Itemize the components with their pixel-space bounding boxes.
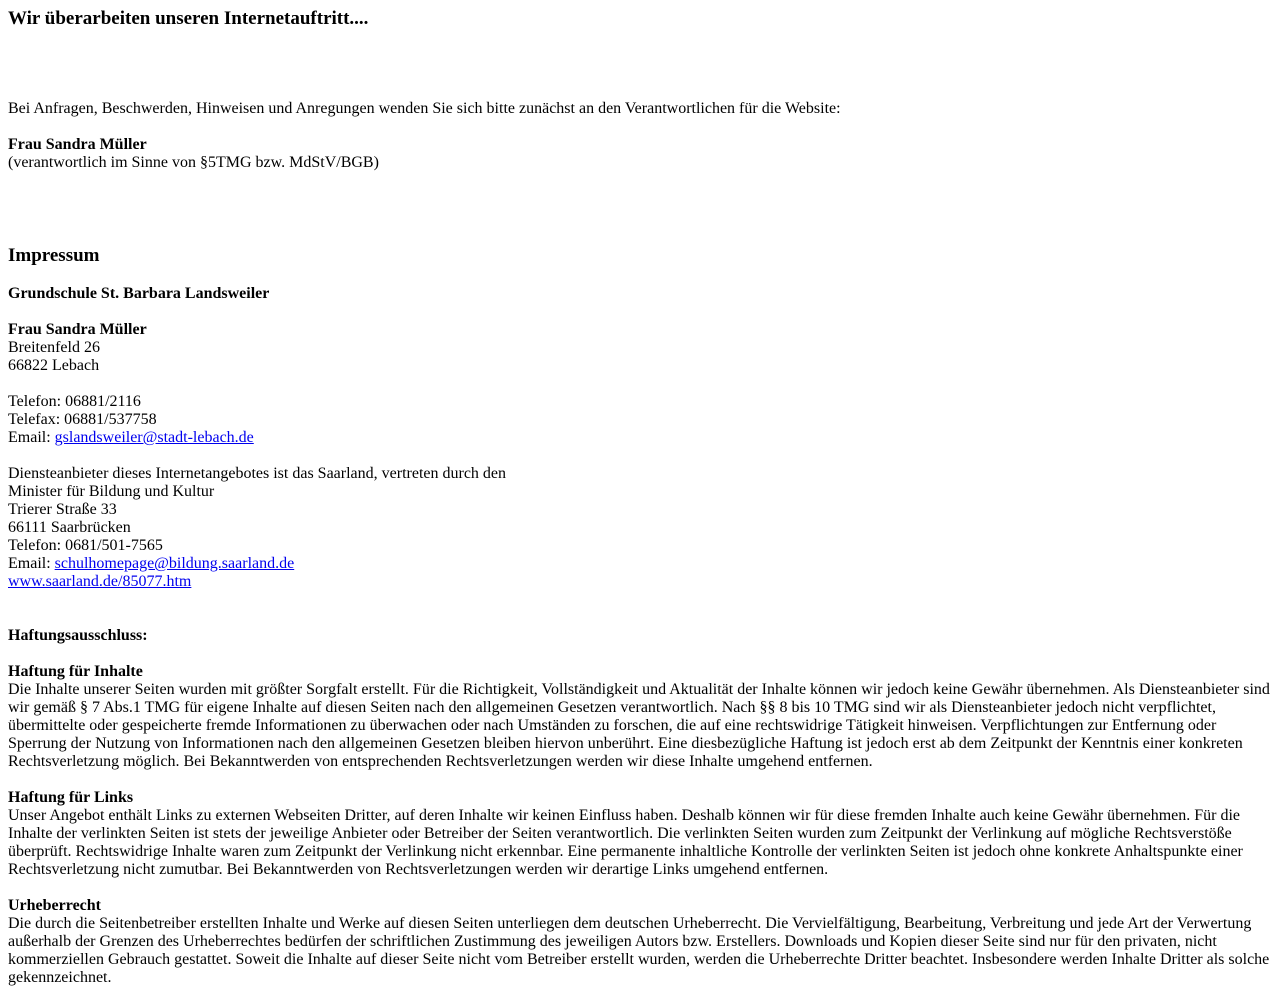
links-liability-text: Unser Angebot enthält Links zu externen Webseiten Dritter, auf deren Inhalte wir keinen Einfluss haben. Deshalb können wir für diese fremden Inhalte auch keine Gewähr übernehmen. Für die Inhalte der verlinkten Seiten ist stets der jeweilige Anbieter oder Betreiber der Seiten verantwortlich. Die verlinkten Seiten wurden zum Zeitpunkt der Verlinkung auf mögliche Rechtsverstöße überprüft. Rechtswidrige Inhalte waren zum Zeitpunkt der Verlinkung nicht erkennbar. Eine permanente inhaltliche Kontrolle der verlinkten Seiten ist jedoch ohne konkrete Anhaltspunkte einer Rechtsverletzung nicht zumutbar. Bei Bekanntwerden von Rechtsverletzungen werden wir derartige Links umgehend entfernen. <box>8 807 1243 878</box>
copyright-title: Urheberrecht <box>8 897 101 914</box>
provider-email-link[interactable]: schulhomepage@bildung.saarland.de <box>54 555 295 572</box>
provider-street: Trierer Straße 33 <box>8 501 117 518</box>
impressum-email-link[interactable]: gslandsweiler@stadt-lebach.de <box>54 429 254 446</box>
impressum-phone: Telefon: 06881/2116 <box>8 393 141 410</box>
content-liability-text: Die Inhalte unserer Seiten wurden mit größter Sorgfalt erstellt. Für die Richtigkeit, Vollständigkeit und Aktualität der Inhalte können wir jedoch keine Gewähr übernehmen. Als Diensteanbieter sind wir gemäß § 7 Abs.1 TMG für eigene Inhalte auf diesen Seiten nach den allgemeinen Gesetzen verantwortlich. Nach §§ 8 bis 10 TMG sind wir als Diensteanbieter jedoch nicht verpflichtet, übermittelte oder gespeicherte fremde Informationen zu überwachen oder nach Umständen zu forschen, die auf eine rechtswidrige Tätigkeit hinweisen. Verpflichtungen zur Entfernung oder Sperrung der Nutzung von Informationen nach den allgemeinen Gesetzen bleiben hiervon unberührt. Eine diesbezügliche Haftung ist jedoch erst ab dem Zeitpunkt der Kenntnis einer konkreten Rechtsverletzung möglich. Bei Bekanntwerden von entsprechenden Rechtsverletzungen werden wir diese Inhalte umgehend entfernen. <box>8 681 1270 770</box>
provider-email-label: Email: <box>8 555 55 572</box>
disclaimer-title: Haftungsausschluss: <box>8 627 148 644</box>
impressum-title: Impressum <box>8 245 100 266</box>
impressum-street: Breitenfeld 26 <box>8 339 100 356</box>
impressum-contact-name: Frau Sandra Müller <box>8 321 147 338</box>
intro-contact-name: Frau Sandra Müller <box>8 136 147 153</box>
school-name: Grundschule St. Barbara Landsweiler <box>8 285 270 302</box>
impressum-fax: Telefax: 06881/537758 <box>8 411 157 428</box>
intro-text: Bei Anfragen, Beschwerden, Hinweisen und Anregungen wenden Sie sich bitte zunächst an den Verantwortlichen für die Website: <box>8 100 841 117</box>
impressum-email-label: Email: <box>8 429 55 446</box>
content-liability-title: Haftung für Inhalte <box>8 663 143 680</box>
provider-city: 66111 Saarbrücken <box>8 519 131 536</box>
copyright-text: Die durch die Seitenbetreiber erstellten Inhalte und Werke auf diesen Seiten unterliegen dem deutschen Urheberrecht. Die Vervielfältigung, Bearbeitung, Verbreitung und jede Art der Verwertung außerhalb der Grenzen des Urheberrechtes bedürfen der schriftlichen Zustimmung des jeweiligen Autors bzw. Erstellers. Downloads und Kopien dieser Seite sind nur für den privaten, nicht kommerziellen Gebrauch gestattet. Soweit die Inhalte auf dieser Seite nicht vom Betreiber erstellt wurden, werden die Urheberrechte Dritter beachtet. Insbesondere werden Inhalte Dritter als solche gekennzeichnet. <box>8 915 1270 986</box>
impressum-city: 66822 Lebach <box>8 357 100 374</box>
links-liability-title: Haftung für Links <box>8 789 134 806</box>
disclaimer-section <box>8 627 1272 987</box>
intro-contact-role: (verantwortlich im Sinne von §5TMG bzw. MdStV/BGB) <box>8 154 379 171</box>
intro-section <box>8 100 1272 172</box>
impressum-section <box>8 285 1272 591</box>
page-heading: Wir überarbeiten unseren Internetauftritt.... <box>8 8 369 29</box>
impressum-email-row <box>8 429 1272 447</box>
provider-line1: Diensteanbieter dieses Internetangebotes ist das Saarland, vertreten durch den <box>8 465 507 482</box>
provider-email-row <box>8 555 1272 573</box>
provider-phone: Telefon: 0681/501-7565 <box>8 537 163 554</box>
provider-line2: Minister für Bildung und Kultur <box>8 483 215 500</box>
provider-website-link[interactable]: www.saarland.de/85077.htm <box>8 573 192 590</box>
